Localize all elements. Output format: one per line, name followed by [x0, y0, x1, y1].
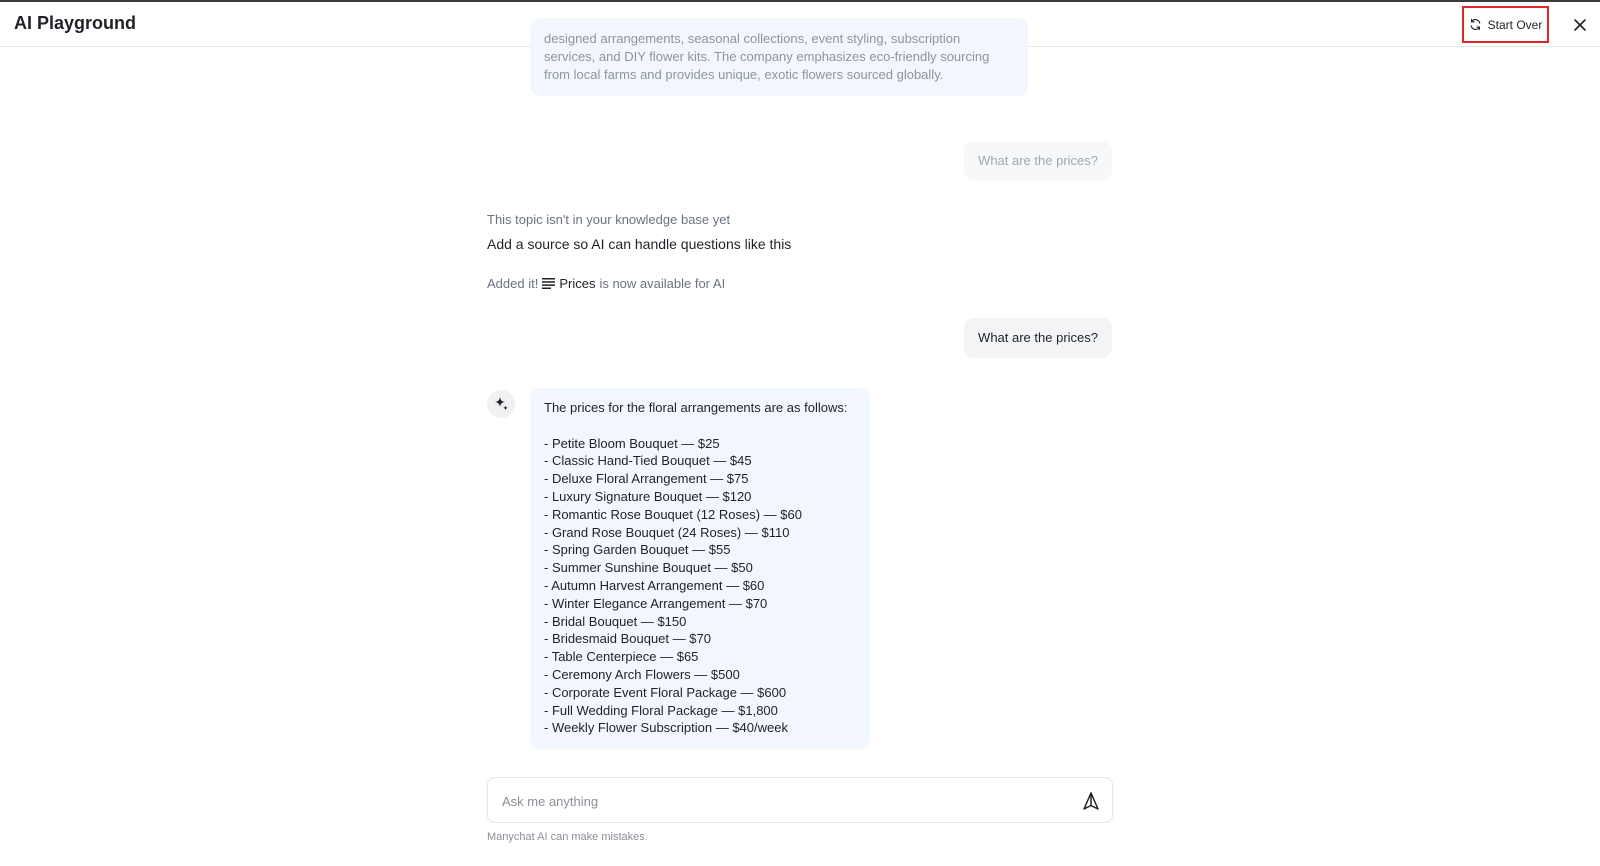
price-item: - Deluxe Floral Arrangement — $75 [544, 471, 749, 487]
user-message-1 [964, 141, 1112, 181]
close-button[interactable] [1570, 15, 1590, 35]
price-item: - Bridal Bouquet — $150 [544, 613, 687, 629]
chat-thread [0, 31, 1600, 768]
source-name[interactable]: Prices [559, 276, 596, 291]
price-item: - Romantic Rose Bouquet (12 Roses) — $60 [544, 506, 802, 522]
ai-avatar [487, 390, 515, 418]
send-icon [1080, 790, 1102, 812]
price-item: - Weekly Flower Subscription — $40/week [544, 720, 788, 736]
added-suffix: is now available for AI [599, 276, 726, 291]
start-over-button[interactable] [1462, 6, 1549, 43]
user-message-text: What are the prices? [978, 153, 1098, 168]
price-item: - Autumn Harvest Arrangement — $60 [544, 577, 765, 593]
price-item: - Corporate Event Floral Package — $600 [544, 684, 787, 700]
ai-message-prices [530, 388, 870, 749]
message-input[interactable] [502, 790, 1062, 812]
price-item: - Winter Elegance Arrangement — $70 [544, 595, 768, 611]
user-message-text: What are the prices? [978, 330, 1098, 345]
price-item: - Classic Hand-Tied Bouquet — $45 [544, 453, 752, 469]
sparkle-icon [492, 395, 510, 413]
send-button[interactable] [1080, 790, 1102, 812]
price-item: - Spring Garden Bouquet — $55 [544, 542, 731, 558]
price-list [544, 435, 856, 738]
lines-icon [542, 278, 555, 289]
price-item: - Summer Sunshine Bouquet — $50 [544, 560, 753, 576]
price-item: - Grand Rose Bouquet (24 Roses) — $110 [544, 524, 790, 540]
price-item: - Bridesmaid Bouquet — $70 [544, 631, 711, 647]
kb-cta: Add a source so AI can handle questions like this [487, 236, 792, 252]
price-item: - Full Wedding Floral Package — $1,800 [544, 702, 778, 718]
ai-message-text: designed arrangements, seasonal collections, event styling, subscription services, and DIY flower kits. The company emphasizes eco-friendly sourcing from local farms and provides unique, exotic flowers sourced globally. [544, 31, 990, 82]
price-item: - Ceremony Arch Flowers — $500 [544, 666, 740, 682]
ai-answer-intro: The prices for the floral arrangements are as follows: [544, 400, 848, 415]
close-icon [1570, 15, 1590, 35]
price-item: - Table Centerpiece — $65 [544, 649, 699, 665]
ai-disclaimer: Manychat AI can make mistakes. [487, 831, 648, 843]
user-message-2 [964, 318, 1112, 358]
message-composer [487, 777, 1113, 823]
refresh-icon [1469, 18, 1482, 31]
kb-missing-note: This topic isn't in your knowledge base yet [487, 212, 731, 227]
page-title: AI Playground [14, 13, 137, 33]
added-prefix: Added it! [487, 276, 539, 291]
source-added-note [487, 276, 725, 291]
start-over-label: Start Over [1487, 17, 1543, 32]
ai-message-previous [530, 18, 1028, 96]
price-item: - Luxury Signature Bouquet — $120 [544, 488, 752, 504]
price-item: - Petite Bloom Bouquet — $25 [544, 435, 720, 451]
